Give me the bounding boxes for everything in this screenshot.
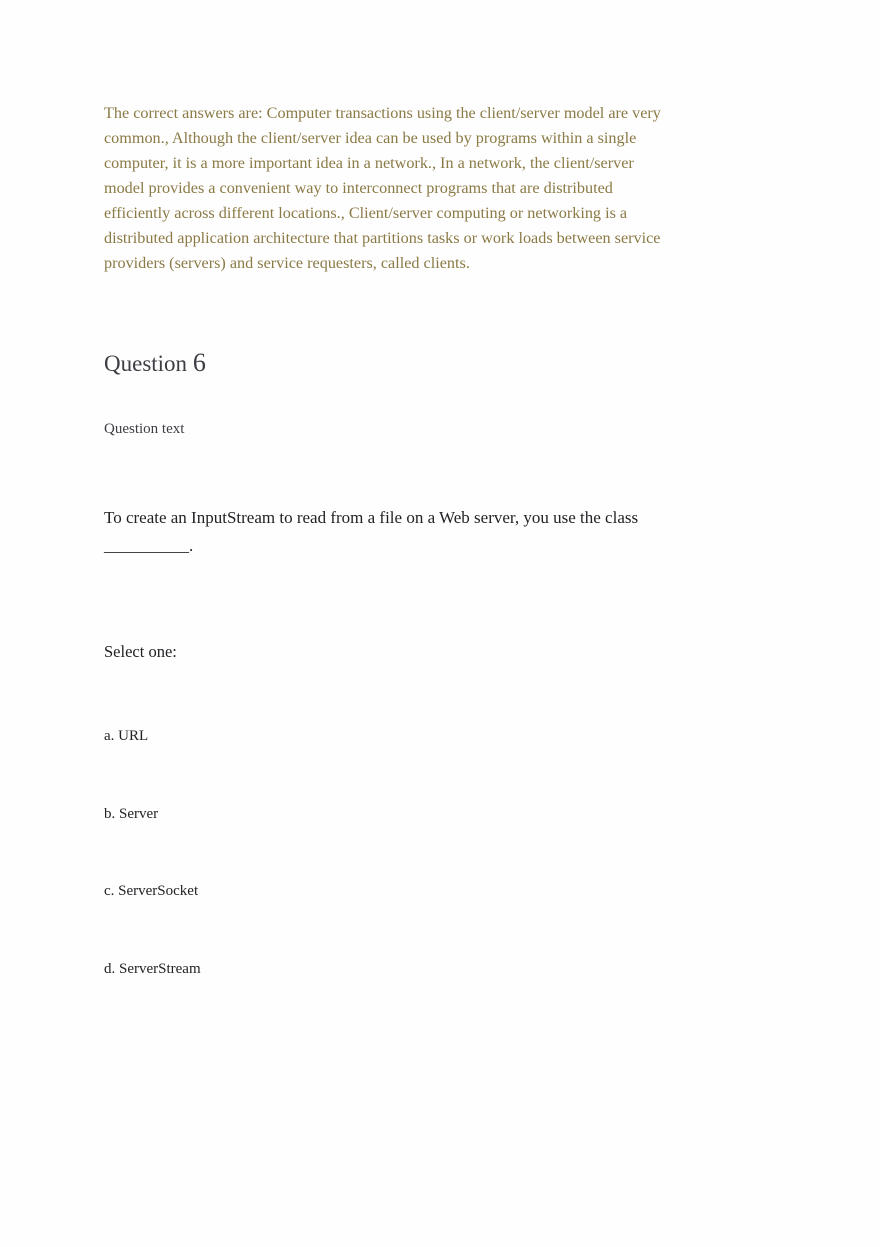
question-text-label: Question text bbox=[104, 421, 185, 437]
question-prompt: To create an InputStream to read from a file on a Web server, you use the class __________. bbox=[104, 508, 639, 555]
answer-option-d[interactable]: d. ServerStream bbox=[104, 961, 201, 977]
answer-option-b[interactable]: b. Server bbox=[104, 806, 159, 822]
correct-answers-feedback: The correct answers are: Computer transactions using the client/server model are very common., Although the client/server idea can be used by programs within a single computer, it is a more important idea in a network., In a network, the client/server model provides a convenient way to interconnect programs that are distributed efficiently across different locations., Client/server computing or networking is a distributed application architecture that partitions tasks or work loads between service providers (servers) and service requesters, called clients. bbox=[104, 104, 661, 272]
select-one-prompt: Select one: bbox=[104, 642, 177, 661]
question-heading-label: Question bbox=[104, 351, 188, 376]
question-number: 6 bbox=[192, 348, 206, 377]
answer-option-a[interactable]: a. URL bbox=[104, 728, 149, 744]
question-heading bbox=[104, 346, 206, 381]
answer-option-c[interactable]: c. ServerSocket bbox=[104, 883, 199, 899]
